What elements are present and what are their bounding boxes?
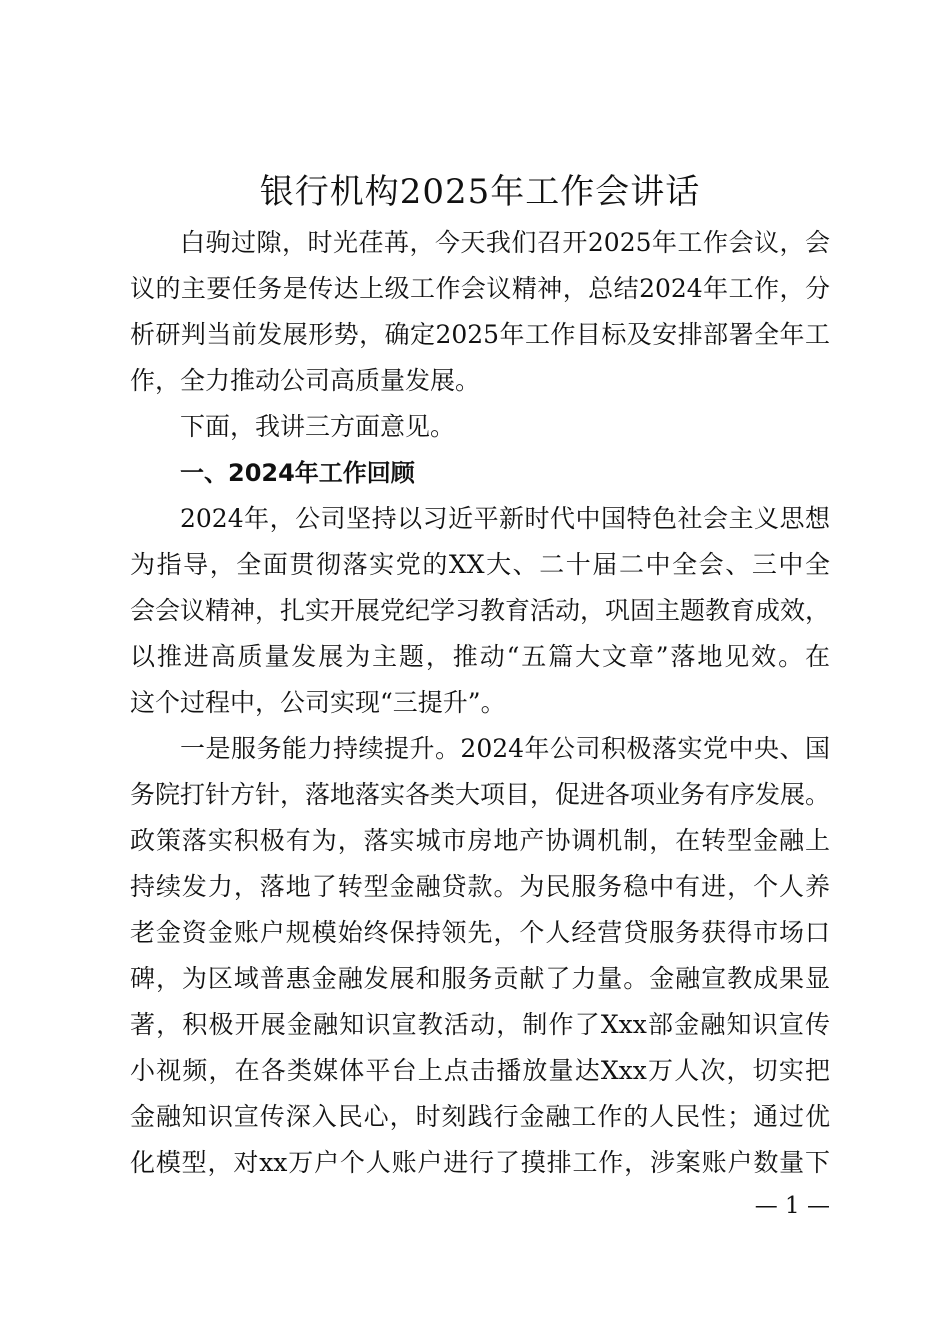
paragraph-line: 碑，为区域普惠金融发展和服务贡献了力量。金融宣教成果显 <box>130 964 830 993</box>
paragraph-line: 下面，我讲三方面意见。 <box>180 412 456 441</box>
page-number: — 1 — <box>754 1193 830 1219</box>
paragraph-line: 持续发力，落地了转型金融贷款。为民服务稳中有进，个人养 <box>130 872 830 901</box>
paragraph-line: 议的主要任务是传达上级工作会议精神，总结2024年工作，分 <box>130 274 830 303</box>
paragraph-line: 以推进高质量发展为主题，推动“五篇大文章”落地见效。在 <box>130 642 830 671</box>
paragraph-line: 政策落实积极有为，落实城市房地产协调机制，在转型金融上 <box>130 826 830 855</box>
paragraph-line: 作，全力推动公司高质量发展。 <box>130 366 481 395</box>
paragraph-line: 小视频，在各类媒体平台上点击播放量达Xxx万人次，切实把 <box>130 1056 830 1085</box>
paragraph-line: 著，积极开展金融知识宣教活动，制作了Xxx部金融知识宣传 <box>130 1010 830 1039</box>
paragraph-line: 务院打针方针，落地落实各类大项目，促进各项业务有序发展。 <box>130 780 831 809</box>
paragraph-line: 白驹过隙，时光荏苒，今天我们召开2025年工作会议，会 <box>180 228 830 257</box>
paragraph-line: 这个过程中，公司实现“三提升”。 <box>130 688 506 717</box>
paragraph-line: 析研判当前发展形势，确定2025年工作目标及安排部署全年工 <box>130 320 830 349</box>
section-heading: 一、2024年工作回顾 <box>180 459 415 487</box>
paragraph-line: 老金资金账户规模始终保持领先，个人经营贷服务获得市场口 <box>130 918 830 947</box>
document-title: 银行机构2025年工作会讲话 <box>259 172 701 212</box>
paragraph-line: 为指导，全面贯彻落实党的XX大、二十届二中全会、三中全 <box>130 550 830 579</box>
paragraph-line: 2024年，公司坚持以习近平新时代中国特色社会主义思想 <box>180 504 830 533</box>
paragraph-line: 会会议精神，扎实开展党纪学习教育活动，巩固主题教育成效， <box>130 596 831 625</box>
paragraph-line: 化模型，对xx万户个人账户进行了摸排工作，涉案账户数量下 <box>130 1148 830 1177</box>
paragraph-line: 一是服务能力持续提升。2024年公司积极落实党中央、国 <box>180 734 830 763</box>
paragraph-line: 金融知识宣传深入民心，时刻践行金融工作的人民性；通过优 <box>130 1102 830 1131</box>
